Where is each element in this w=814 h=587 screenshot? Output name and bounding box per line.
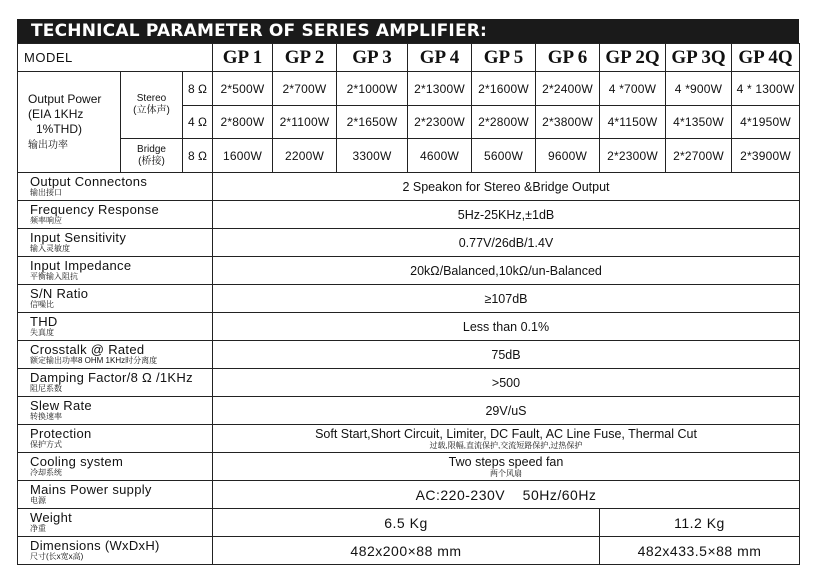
crosstalk-cn: 额定输出功率8 OHM 1KHz时分离度 <box>30 356 158 365</box>
protection-label: Protection <box>30 426 92 441</box>
damping-label: Damping Factor/8 Ω /1KHz <box>30 370 193 385</box>
stereo-8-gp3: 2*1000W <box>337 72 408 106</box>
spec-row <box>18 313 800 341</box>
spec-row <box>18 369 800 397</box>
output-power-cn: 输出功率 <box>28 139 68 151</box>
stereo-8-gp2q: 4 *700W <box>600 72 666 106</box>
bridge-cn: (桥接) <box>138 155 165 167</box>
model-gp3q: GP 3Q <box>666 44 732 72</box>
output-power-label <box>18 72 121 173</box>
mains-cn: 电源 <box>30 496 46 505</box>
mains-value: AC:220-230V 50Hz/60Hz <box>213 481 800 509</box>
row-label <box>18 425 213 453</box>
row-label <box>18 285 213 313</box>
stereo-8-gp5: 2*1600W <box>472 72 536 106</box>
mains-label: Mains Power supply <box>30 482 152 497</box>
spec-row <box>18 341 800 369</box>
model-gp2q: GP 2Q <box>600 44 666 72</box>
stereo-mode-label <box>121 72 183 139</box>
spec-row <box>18 257 800 285</box>
output-connectors-label: Output Connectons <box>30 174 148 189</box>
thd-label: THD <box>30 314 58 329</box>
protection-cn: 保护方式 <box>30 440 62 449</box>
spec-row <box>18 537 800 565</box>
row-label <box>18 397 213 425</box>
stereo-8-gp1: 2*500W <box>213 72 273 106</box>
model-gp6: GP 6 <box>536 44 600 72</box>
dimensions-label: Dimensions (WxDxH) <box>30 538 160 553</box>
stereo-4-gp2q: 4*1150W <box>600 106 666 139</box>
row-label <box>18 201 213 229</box>
row-label <box>18 313 213 341</box>
input-impedance-value: 20kΩ/Balanced,10kΩ/un-Balanced <box>213 257 800 285</box>
row-label <box>18 229 213 257</box>
spec-row <box>18 173 800 201</box>
row-label <box>18 173 213 201</box>
weight-cn: 净重 <box>30 524 46 533</box>
ohm-8-bridge: 8 Ω <box>183 139 213 173</box>
bridge-8ohm-row <box>18 139 800 173</box>
stereo-4-gp5: 2*2800W <box>472 106 536 139</box>
weight-label: Weight <box>30 510 73 525</box>
protection-value <box>213 425 800 453</box>
cooling-cn-text: 两个风扇 <box>490 469 522 478</box>
weight-value-a: 6.5 Kg <box>213 509 600 537</box>
bridge-8-gp4: 4600W <box>408 139 472 173</box>
page-title: TECHNICAL PARAMETER OF SERIES AMPLIFIER: <box>31 21 488 41</box>
output-power-thd: 1%THD) <box>36 121 83 136</box>
bridge-8-gp2q: 2*2300W <box>600 139 666 173</box>
input-impedance-cn: 平衡输入阻抗 <box>30 272 78 281</box>
ohm-8-stereo: 8 Ω <box>183 72 213 106</box>
stereo-4-gp4q: 4*1950W <box>732 106 800 139</box>
output-connectors-value: 2 Speakon for Stereo &Bridge Output <box>213 173 800 201</box>
spec-row <box>18 201 800 229</box>
bridge-8-gp2: 2200W <box>273 139 337 173</box>
bridge-8-gp4q: 2*3900W <box>732 139 800 173</box>
thd-cn: 失真度 <box>30 328 54 337</box>
spec-row <box>18 229 800 257</box>
stereo-4-gp1: 2*800W <box>213 106 273 139</box>
row-label <box>18 257 213 285</box>
sn-ratio-label: S/N Ratio <box>30 286 89 301</box>
crosstalk-value: 75dB <box>213 341 800 369</box>
output-power-condition: (EIA 1KHz <box>28 106 84 121</box>
frequency-response-cn: 频率响应 <box>30 216 62 225</box>
bridge-8-gp3: 3300W <box>337 139 408 173</box>
dimensions-cn: 尺寸(长x宽x高) <box>30 552 84 561</box>
dimensions-value-b: 482x433.5×88 mm <box>600 537 800 565</box>
slew-rate-label: Slew Rate <box>30 398 92 413</box>
stereo-4-gp6: 2*3800W <box>536 106 600 139</box>
spec-row <box>18 397 800 425</box>
row-label <box>18 509 213 537</box>
damping-cn: 阻尼系数 <box>30 384 62 393</box>
title-bar <box>17 19 799 43</box>
model-gp5: GP 5 <box>472 44 536 72</box>
input-sensitivity-cn: 输入灵敏度 <box>30 244 70 253</box>
stereo-4-gp3: 2*1650W <box>337 106 408 139</box>
model-gp1: GP 1 <box>213 44 273 72</box>
stereo-8ohm-row <box>18 72 800 106</box>
model-gp4q: GP 4Q <box>732 44 800 72</box>
crosstalk-label: Crosstalk @ Rated <box>30 342 145 357</box>
model-label: MODEL <box>18 44 213 72</box>
spec-row <box>18 509 800 537</box>
slew-rate-cn: 转换速率 <box>30 412 62 421</box>
row-label <box>18 453 213 481</box>
damping-value: >500 <box>213 369 800 397</box>
protection-text: Soft Start,Short Circuit, Limiter, DC Fault, AC Line Fuse, Thermal Cut <box>315 427 697 441</box>
cooling-value <box>213 453 800 481</box>
ohm-4-stereo: 4 Ω <box>183 106 213 139</box>
thd-value: Less than 0.1% <box>213 313 800 341</box>
cooling-cn: 冷却系统 <box>30 468 62 477</box>
dimensions-value-a: 482x200×88 mm <box>213 537 600 565</box>
stereo-4-gp3q: 4*1350W <box>666 106 732 139</box>
stereo-8-gp4: 2*1300W <box>408 72 472 106</box>
frequency-response-label: Frequency Response <box>30 202 159 217</box>
row-label <box>18 537 213 565</box>
slew-rate-value: 29V/uS <box>213 397 800 425</box>
stereo-8-gp6: 2*2400W <box>536 72 600 106</box>
model-gp4: GP 4 <box>408 44 472 72</box>
row-label <box>18 369 213 397</box>
sn-ratio-cn: 信噪比 <box>30 300 54 309</box>
stereo-4-gp4: 2*2300W <box>408 106 472 139</box>
stereo-8-gp3q: 4 *900W <box>666 72 732 106</box>
spec-row <box>18 285 800 313</box>
row-label <box>18 481 213 509</box>
table-header-row <box>18 44 800 72</box>
stereo-label: Stereo <box>136 93 167 104</box>
spec-row <box>18 425 800 453</box>
stereo-8-gp4q: 4 * 1300W <box>732 72 800 106</box>
spec-table <box>17 43 800 565</box>
input-sensitivity-value: 0.77V/26dB/1.4V <box>213 229 800 257</box>
bridge-8-gp5: 5600W <box>472 139 536 173</box>
spec-row <box>18 481 800 509</box>
bridge-8-gp1: 1600W <box>213 139 273 173</box>
sn-ratio-value: ≥107dB <box>213 285 800 313</box>
cooling-text: Two steps speed fan <box>448 455 564 469</box>
output-connectors-cn: 输出接口 <box>30 188 62 197</box>
bridge-8-gp6: 9600W <box>536 139 600 173</box>
cooling-label: Cooling system <box>30 454 124 469</box>
output-power-title: Output Power <box>28 91 102 106</box>
input-impedance-label: Input Impedance <box>30 258 132 273</box>
model-gp3: GP 3 <box>337 44 408 72</box>
stereo-cn: (立体声) <box>133 105 170 116</box>
row-label <box>18 341 213 369</box>
stereo-8-gp2: 2*700W <box>273 72 337 106</box>
bridge-label: Bridge <box>137 143 166 155</box>
bridge-mode-label <box>121 139 183 173</box>
model-gp2: GP 2 <box>273 44 337 72</box>
frequency-response-value: 5Hz-25KHz,±1dB <box>213 201 800 229</box>
stereo-4-gp2: 2*1100W <box>273 106 337 139</box>
bridge-8-gp3q: 2*2700W <box>666 139 732 173</box>
protection-cn-text: 过载,限幅,直流保护,交流短路保护,过热保护 <box>429 441 583 450</box>
spec-row <box>18 453 800 481</box>
input-sensitivity-label: Input Sensitivity <box>30 230 127 245</box>
weight-value-b: 11.2 Kg <box>600 509 800 537</box>
